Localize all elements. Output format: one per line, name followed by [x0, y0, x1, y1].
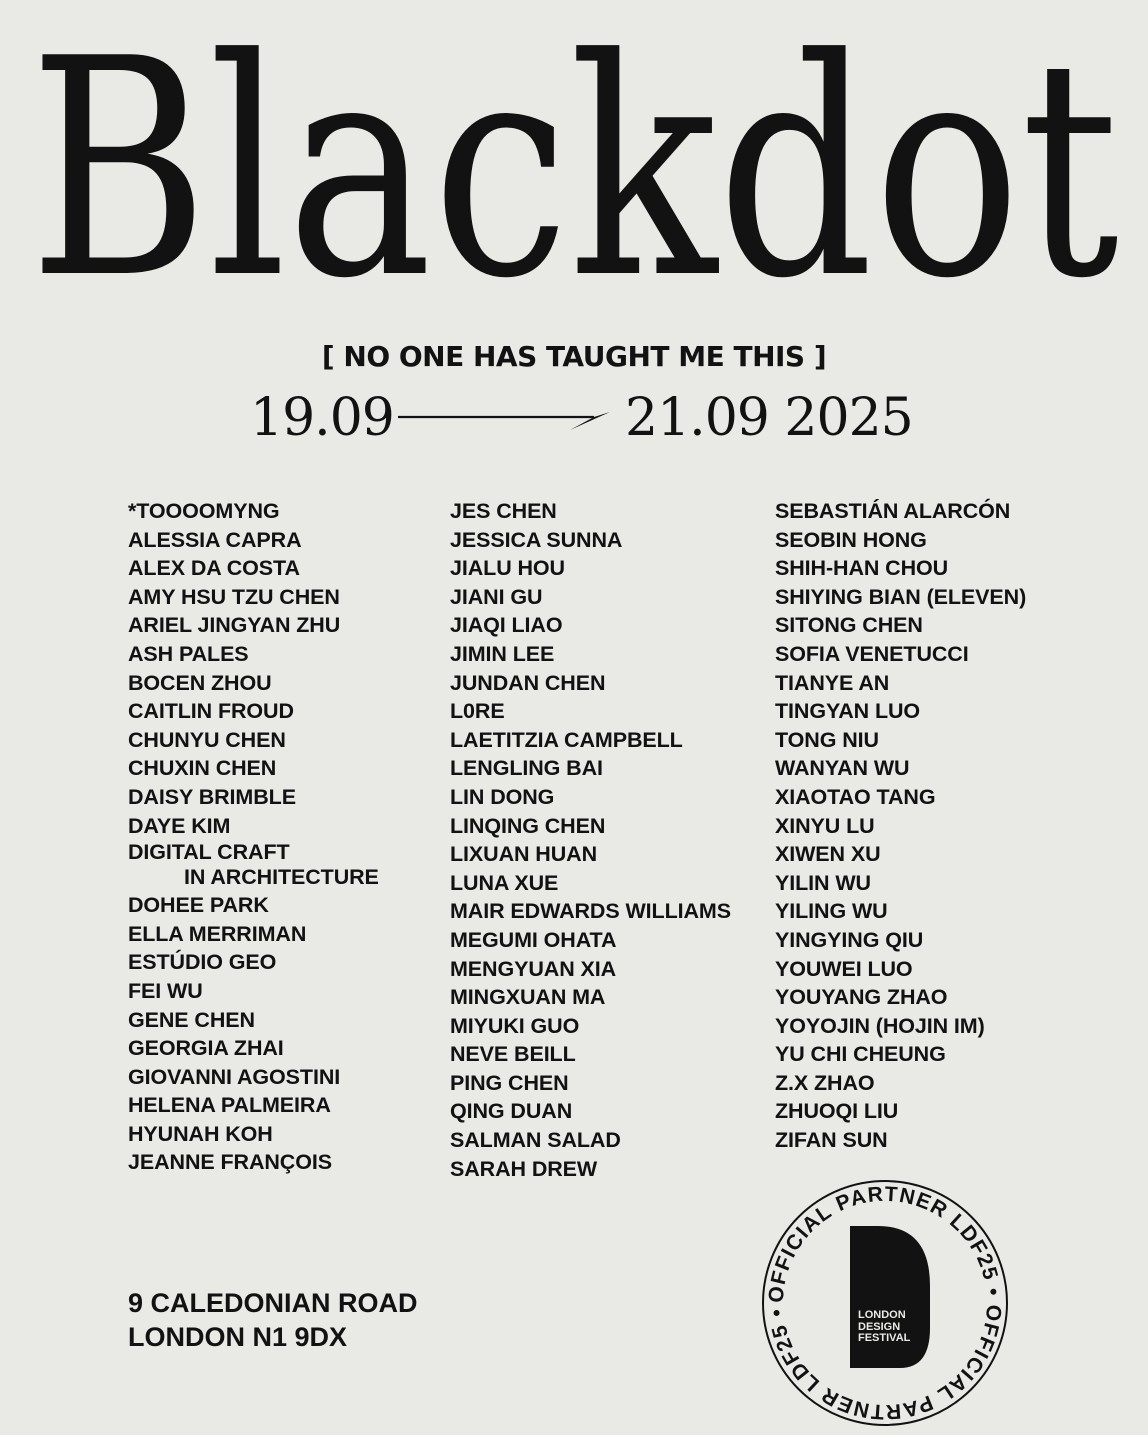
artist-name: YOYOJIN (HOJIN IM) — [775, 1013, 985, 1038]
artist-name: SITONG CHEN — [775, 613, 923, 638]
exhibition-subtitle: [ NO ONE HAS TAUGHT ME THIS ] — [321, 340, 827, 373]
artist-name: SARAH DREW — [450, 1156, 598, 1181]
address-line-1: 9 CALEDONIAN ROAD — [128, 1288, 418, 1318]
artist-name: JIMIN LEE — [450, 641, 555, 666]
artist-name: DOHEE PARK — [128, 893, 269, 918]
artist-name: XIAOTAO TANG — [775, 784, 936, 809]
artist-name: LAETITZIA CAMPBELL — [450, 727, 683, 752]
artist-name: MIYUKI GUO — [450, 1013, 580, 1038]
end-date: 21.09 2025 — [625, 388, 913, 448]
badge-ring-text: OFFICIAL PARTNER LDF25 • OFFICIAL PARTNER LDF25 • — [764, 1182, 1006, 1424]
artist-name: JIALU HOU — [450, 556, 565, 581]
artist-name: CAITLIN FROUD — [128, 699, 294, 724]
artist-list-column-1 — [128, 497, 379, 1177]
artist-name: JUNDAN CHEN — [450, 670, 606, 695]
artist-name: SEBASTIÁN ALARCÓN — [775, 499, 1011, 523]
artist-name: FEI WU — [128, 978, 203, 1003]
artist-name: DIGITAL CRAFT — [128, 840, 290, 865]
address-line-2: LONDON N1 9DX — [128, 1322, 348, 1352]
artist-name: GIOVANNI AGOSTINI — [128, 1064, 341, 1089]
artist-name: JES CHEN — [450, 499, 557, 523]
artist-name: LIXUAN HUAN — [450, 842, 598, 867]
date-range — [0, 388, 1148, 448]
artist-list-column-2 — [450, 497, 731, 1183]
artist-name: ZIFAN SUN — [775, 1128, 888, 1153]
artist-name: XIWEN XU — [775, 842, 881, 867]
artist-name: SHIH-HAN CHOU — [775, 556, 949, 581]
artist-name: ELLA MERRIMAN — [128, 921, 307, 946]
ldf-logo-label — [858, 1310, 918, 1345]
artist-name: AMY HSU TZU CHEN — [128, 584, 340, 609]
artist-name: PING CHEN — [450, 1070, 569, 1095]
artist-name: SOFIA VENETUCCI — [775, 641, 969, 666]
artist-name: TINGYAN LUO — [775, 699, 921, 724]
artist-name: TIANYE AN — [775, 670, 890, 695]
artist-name: QING DUAN — [450, 1099, 573, 1124]
artist-name: SEOBIN HONG — [775, 527, 927, 552]
artist-name: JESSICA SUNNA — [450, 527, 623, 552]
artist-name: ARIEL JINGYAN ZHU — [128, 613, 341, 638]
artist-name: LIN DONG — [450, 784, 555, 809]
artist-name: TONG NIU — [775, 727, 879, 752]
artist-name-continued: IN ARCHITECTURE — [184, 865, 379, 890]
artist-name: MINGXUAN MA — [450, 985, 606, 1010]
artist-name: NEVE BEILL — [450, 1042, 576, 1067]
artist-list-column-3 — [775, 497, 1026, 1155]
artist-name: DAISY BRIMBLE — [128, 784, 296, 809]
artist-name: XINYU LU — [775, 813, 875, 838]
artist-name: HYUNAH KOH — [128, 1121, 273, 1146]
artist-name: L0RE — [450, 699, 505, 724]
artist-name: JEANNE FRANÇOIS — [128, 1150, 332, 1175]
artist-name: ALESSIA CAPRA — [128, 527, 302, 552]
blackdot-logo — [0, 28, 1148, 298]
artist-name: YOUYANG ZHAO — [775, 985, 948, 1010]
artist-name: BOCEN ZHOU — [128, 670, 272, 695]
ldf-label-line: FESTIVAL — [858, 1332, 911, 1344]
artist-name: MEGUMI OHATA — [450, 927, 617, 952]
artist-name: LENGLING BAI — [450, 756, 603, 781]
artist-name: MAIR EDWARDS WILLIAMS — [450, 899, 731, 924]
ldf-label-line: DESIGN — [858, 1320, 901, 1333]
artist-name: MENGYUAN XIA — [450, 956, 617, 981]
artist-name: CHUNYU CHEN — [128, 727, 286, 752]
artist-name: *TOOOOMYNG — [128, 499, 280, 523]
artist-name: ASH PALES — [128, 641, 249, 666]
artist-name: DAYE KIM — [128, 813, 231, 838]
artist-name: LUNA XUE — [450, 870, 559, 895]
artist-name: YILING WU — [775, 899, 888, 924]
artist-name: LINQING CHEN — [450, 813, 606, 838]
artist-name: YILIN WU — [775, 870, 871, 895]
start-date: 19.09 — [250, 388, 394, 448]
artist-name: GEORGIA ZHAI — [128, 1036, 284, 1061]
artist-name: YU CHI CHEUNG — [775, 1042, 946, 1067]
ldf-d-logo-icon — [850, 1226, 930, 1368]
official-partner-badge — [760, 1178, 1010, 1428]
artist-name: Z.X ZHAO — [775, 1070, 875, 1095]
artist-name: ZHUOQI LIU — [775, 1099, 899, 1124]
artist-name: HELENA PALMEIRA — [128, 1093, 331, 1118]
arrow-right-icon — [398, 408, 613, 432]
artist-name: JIAQI LIAO — [450, 613, 563, 638]
artist-name: YOUWEI LUO — [775, 956, 913, 981]
venue-address — [128, 1286, 418, 1354]
artist-name: ALEX DA COSTA — [128, 556, 300, 581]
artist-name: WANYAN WU — [775, 756, 910, 781]
artist-name: JIANI GU — [450, 584, 543, 609]
artist-name: YINGYING QIU — [775, 927, 924, 952]
artist-name: SHIYING BIAN (ELEVEN) — [775, 584, 1027, 609]
artist-name: ESTÚDIO GEO — [128, 950, 277, 975]
artist-name: GENE CHEN — [128, 1007, 255, 1032]
artist-name: SALMAN SALAD — [450, 1128, 621, 1153]
artist-name: CHUXIN CHEN — [128, 756, 277, 781]
ldf-label-line: LONDON — [858, 1309, 906, 1321]
logo-text: Blackdot — [29, 28, 1121, 298]
